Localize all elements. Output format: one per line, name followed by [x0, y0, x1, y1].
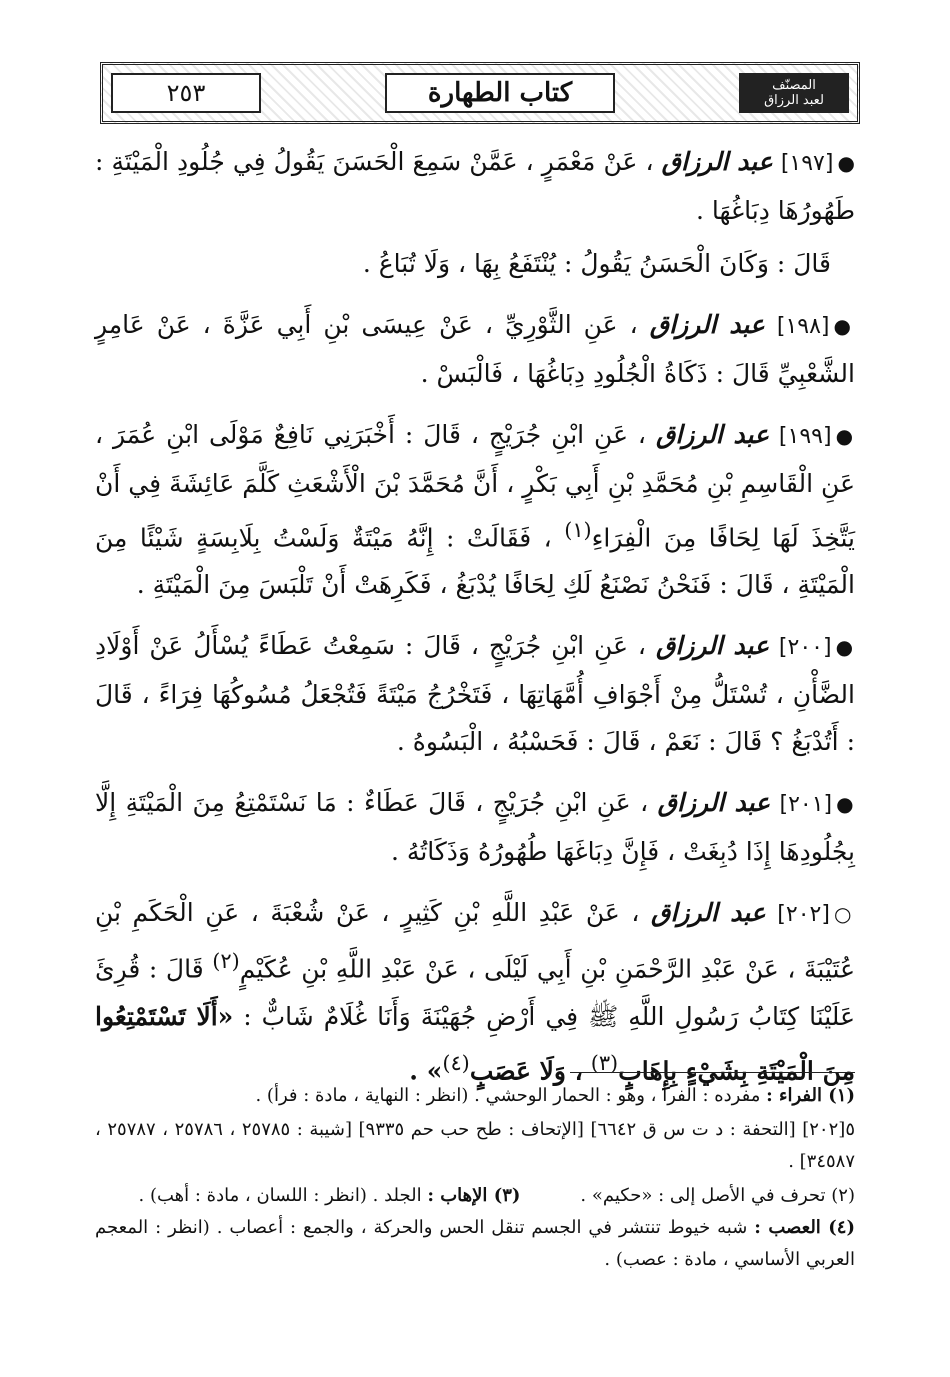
footnote-202-references: ٥[٢٠٢] [التحفة : د ت س ق ٦٦٤٢] [الإتحاف : طح حب حم ٩٣٣٥] [شيبة : ٢٥٧٨٥ ، ٢٥٧٨٦ ، ٢٥٧٨٧ ، ٣٤٥٨٧] .: [95, 1119, 855, 1172]
footnote-term: (١) الفراء :: [766, 1085, 855, 1106]
book-logo: [739, 73, 849, 113]
bullet-marker: ●: [835, 424, 855, 448]
hadith-continuation: قَالَ : وَكَانَ الْحَسَنُ يَقُولُ : يُنْتَفَعُ بِهَا ، وَلَا تُبَاعُ .: [362, 249, 831, 278]
logo-line-1: المصنّف: [772, 78, 816, 93]
footnote-marker: (٤): [442, 1050, 470, 1075]
footnote-text: الجلد . (انظر : اللسان ، مادة : أهب) .: [138, 1185, 422, 1206]
hadith-number: [١٩٩]: [778, 424, 832, 449]
hadith-text: ، عَنِ الثَّوْرِيِّ ، عَنْ عِيسَى بْنِ أَبِي عَزَّةَ ، عَنْ عَامِرٍ الشَّعْبِيِّ قَالَ : ذَكَاةُ الْجُلُودِ دِبَاغُهَا ، فَالْبَسْ .: [95, 310, 855, 388]
footnote-2: (٢) تحرف في الأصل إلى : «حكيم» .: [580, 1185, 855, 1206]
hadith-entry: [95, 779, 855, 875]
hadith-number: [٢٠٢]: [777, 902, 830, 928]
page-header: [100, 62, 860, 124]
narrator-name: عبد الرزاق: [655, 420, 769, 449]
hadith-entry: [95, 889, 855, 1094]
prophetic-quote-mid: ، وَلَا عَصَبٍ: [469, 1055, 583, 1085]
hadith-text-after: قَالَ : قُرِئَ عَلَيْنَا كِتَابُ رَسُولِ اللَّهِ ﷺ فِي أَرْضِ جُهَيْنَةَ وَأَنَا غُلَامٌ شَابٌّ :: [95, 954, 855, 1031]
prophetic-quote-end: » .: [409, 1055, 443, 1085]
footnote-marker: (٣): [590, 1050, 619, 1075]
footnote-term: (٤) العصب :: [754, 1217, 855, 1238]
footnote-separator: [570, 1072, 855, 1073]
narrator-name: عبد الرزاق: [649, 310, 765, 339]
narrator-name: عبد الرزاق: [657, 788, 771, 818]
chapter-title: كتاب الطهارة: [385, 73, 615, 113]
hadith-text-after: ، فَقَالَتْ : إِنَّهُ مَيْتَةٌ وَلَسْتُ بِلَابِسَةٍ شَيْئًا مِنَ الْمَيْتَةِ ، قَالَ : فَنَحْنُ نَصْنَعُ لَكِ لِحَافًا يُدْبَغُ ، فَكَرِهَتْ أَنْ تَلْبَسَ مِنَ الْمَيْتَةِ .: [95, 523, 855, 600]
bullet-marker: ●: [833, 314, 855, 338]
bullet-marker: ●: [835, 635, 856, 660]
hadith-entry: [95, 301, 855, 397]
footnote-term: (٣) الإهاب :: [427, 1185, 521, 1206]
bullet-marker: ●: [836, 792, 855, 817]
narrator-name: عبد الرزاق: [661, 147, 773, 176]
page-number: ٢٥٣: [111, 73, 261, 113]
footnote-3: [139, 1180, 521, 1212]
footnote-text: شبه خيوط تنتشر في الجسم تنقل الحس والحركة ، والجمع : أعصاب . (انظر : المعجم العربي الأساسي ، مادة : عصب) .: [95, 1217, 855, 1270]
footnote-marker: (٢): [212, 949, 240, 974]
hadith-text: ، عَنْ مَعْمَرٍ ، عَمَّنْ سَمِعَ الْحَسَنَ يَقُولُ فِي جُلُودِ الْمَيْتَةِ : طَهُورُهَا دِبَاغُهَا .: [95, 147, 855, 225]
footnote-text: مفرده : الفرأ ، وهو : الحمار الوحشي . (انظر : النهاية ، مادة : فرأ) .: [255, 1085, 761, 1106]
hadith-entry: [95, 411, 855, 608]
footnote-row: [95, 1180, 855, 1212]
hadith-text: ، عَنِ ابْنِ جُرَيْجٍ ، قَالَ : سَمِعْتُ عَطَاءً يُسْأَلُ عَنْ أَوْلَادِ الضَّأْنِ ، تُسْتَلُّ مِنْ أَجْوَافِ أُمَّهَاتِهَا ، فَتَخْرُجُ مَيْتَةً فَتُجْعَلُ مُسُوكُهَا فِرَاءً ، قَالَ : أَتُدْبَغُ ؟ قَالَ : نَعَمْ ، قَالَ : فَحَسْبُهُ ، الْبَسُوهُ .: [95, 631, 855, 757]
footnote-1: [95, 1080, 855, 1112]
narrator-name: عبد الرزاق: [651, 898, 766, 928]
hadith-number: [١٩٨]: [776, 314, 830, 339]
bullet-marker: ●: [837, 151, 855, 175]
hadith-text: ، عَنْ عَبْدِ اللَّهِ بْنِ كَثِيرٍ ، عَنْ شُعْبَةَ ، عَنِ الْحَكَمِ بْنِ عُتَيْبَةَ ، عَنْ عَبْدِ الرَّحْمَنِ بْنِ أَبِي لَيْلَى ، عَنْ عَبْدِ اللَّهِ بْنِ عُكَيْمٍ: [95, 898, 855, 984]
hadith-entry: [95, 138, 855, 287]
footnote-4: [95, 1212, 855, 1276]
main-text: [95, 138, 855, 1108]
footnote-marker: (١): [564, 518, 592, 542]
hadith-text: ، عَنِ ابْنِ جُرَيْجٍ ، قَالَ : أَخْبَرَنِي نَافِعٌ مَوْلَى ابْنِ عُمَرَ ، عَنِ الْقَاسِمِ بْنِ مُحَمَّدِ بْنِ أَبِي بَكْرٍ ، أَنَّ مُحَمَّدَ بْنَ الْأَشْعَثِ كَلَّمَ عَائِشَةَ فِي أَنْ يَتَّخِذَ لَهَا لِحَافًا مِنَ الْفِرَاءِ: [95, 420, 856, 553]
prophetic-quote: «أَلَا تَسْتَمْتِعُوا مِنَ الْمَيْتَةِ بِشَيْءٍ بِإِهَابٍ: [95, 1001, 855, 1085]
narrator-name: عبد الرزاق: [655, 631, 769, 661]
hadith-number: [١٩٧]: [780, 151, 834, 176]
hadith-number: [٢٠٠]: [778, 635, 832, 661]
hadith-text: ، عَنِ ابْنِ جُرَيْجٍ ، قَالَ عَطَاءٌ : مَا نَسْتَمْتِعُ مِنَ الْمَيْتَةِ إِلَّا بِجُلُودِهَا إِذَا دُبِغَتْ ، فَإِنَّ دِبَاغَهَا طُهُورُهُ وَذَكَاتُهُ .: [95, 788, 855, 867]
logo-line-2: لعبد الرزاق: [764, 93, 824, 108]
hadith-entry: [95, 622, 855, 765]
hadith-number: [٢٠١]: [779, 792, 833, 818]
footnotes: [95, 1080, 855, 1278]
bullet-marker: ○: [833, 902, 856, 927]
